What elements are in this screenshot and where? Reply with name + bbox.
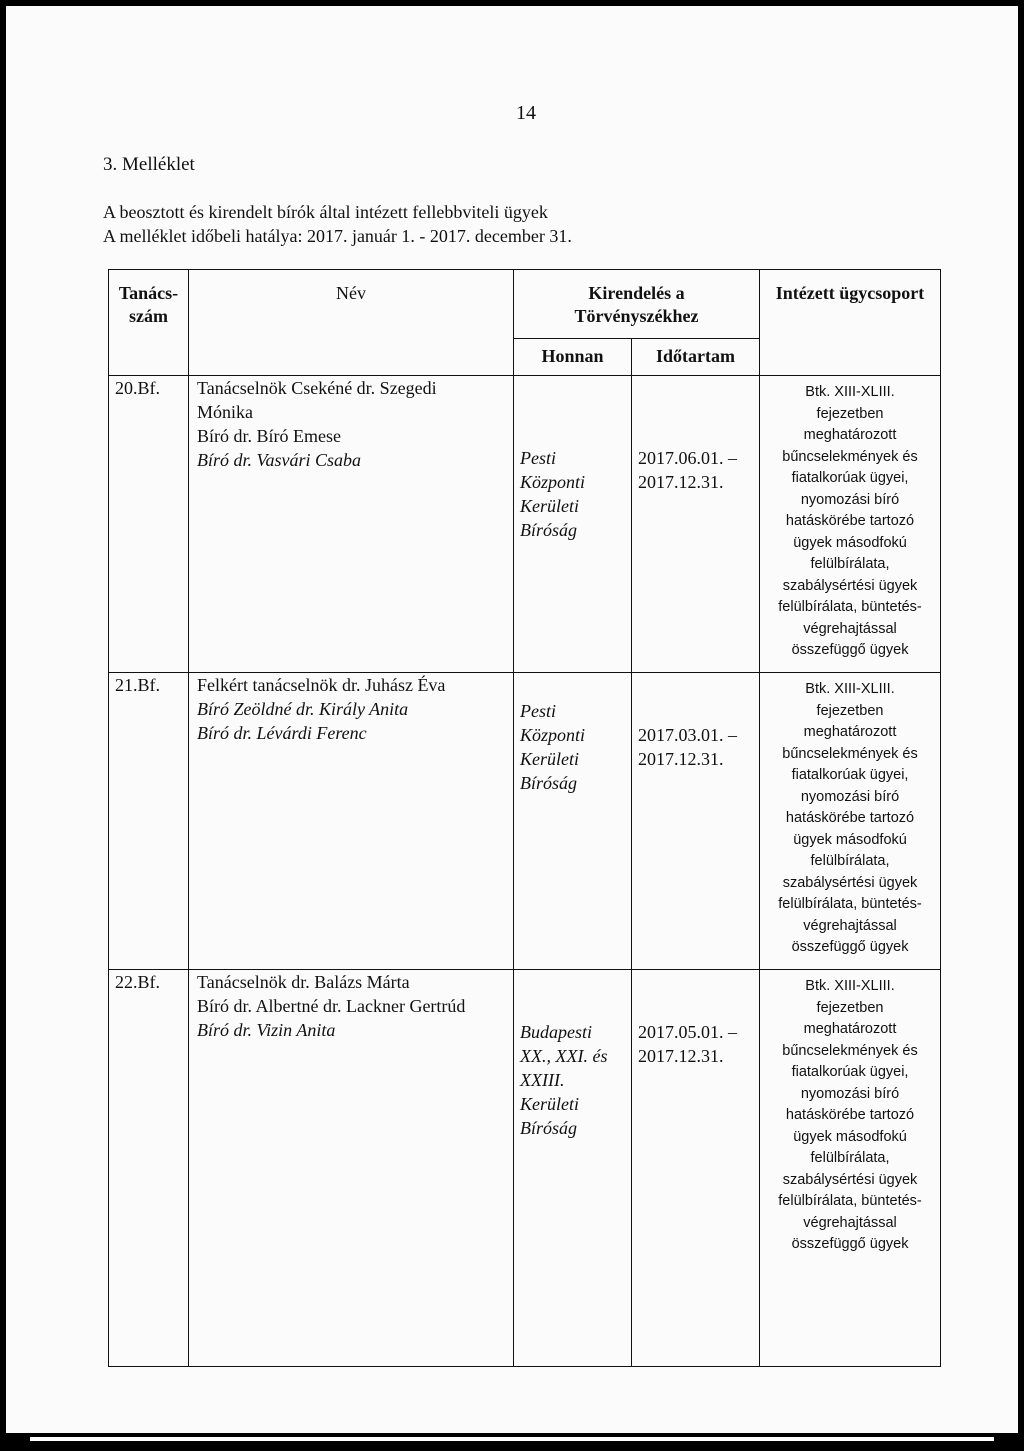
page-number: 14 bbox=[516, 102, 536, 124]
case-line: Btk. XIII-XLIII. bbox=[805, 978, 895, 994]
case-line: fiatalkorúak ügyei, bbox=[791, 1064, 909, 1080]
header-row bbox=[109, 270, 941, 339]
row-from bbox=[514, 970, 632, 1367]
row-from bbox=[514, 673, 632, 970]
from-line: XX., XXI. és bbox=[520, 1046, 608, 1066]
case-line: meghatározott bbox=[803, 724, 897, 740]
case-line: fiatalkorúak ügyei, bbox=[791, 470, 909, 486]
row-duration bbox=[632, 376, 760, 673]
case-line: hatáskörébe tartozó bbox=[785, 513, 915, 529]
case-line: hatáskörébe tartozó bbox=[785, 1107, 915, 1123]
case-line: összefüggő ügyek bbox=[791, 939, 909, 955]
case-line: felülbírálata, bbox=[810, 853, 890, 869]
case-line: bűncselekmények és bbox=[782, 448, 918, 465]
row-case-group bbox=[760, 970, 941, 1367]
name-line: Bíró Zeöldné dr. Király Anita bbox=[197, 699, 409, 719]
header-idotartam: Időtartam bbox=[632, 339, 760, 376]
header-kirendeles-line1: Kirendelés a bbox=[588, 283, 685, 303]
from-line: Központi bbox=[520, 725, 586, 745]
row-case-group bbox=[760, 376, 941, 673]
case-line: végrehajtással bbox=[803, 1214, 897, 1231]
case-line: Btk. XIII-XLIII. bbox=[805, 681, 895, 697]
from-line: Bíróság bbox=[520, 773, 578, 793]
case-line: meghatározott bbox=[803, 427, 897, 443]
duration-line: 2017.05.01. – bbox=[638, 1022, 737, 1042]
header-nev: Név bbox=[189, 270, 514, 376]
name-line: Tanácselnök Csekéné dr. Szegedi bbox=[197, 378, 437, 398]
row-names bbox=[189, 673, 514, 970]
name-line: Bíró dr. Vizin Anita bbox=[197, 1020, 336, 1040]
case-line: fejezetben bbox=[816, 702, 884, 719]
row-number: 20.Bf. bbox=[109, 376, 189, 673]
case-line: felülbírálata, büntetés- bbox=[778, 896, 922, 912]
case-line: ügyek másodfokú bbox=[793, 831, 907, 848]
case-line: ügyek másodfokú bbox=[793, 534, 907, 551]
row-number: 22.Bf. bbox=[109, 970, 189, 1367]
row-names bbox=[189, 376, 514, 673]
header-tanacs-line2: szám bbox=[129, 306, 168, 326]
name-line: Bíró dr. Lévárdi Ferenc bbox=[197, 723, 367, 743]
header-tanacs-line1: Tanács- bbox=[118, 283, 179, 303]
row-duration bbox=[632, 673, 760, 970]
case-line: felülbírálata, büntetés- bbox=[778, 1193, 922, 1209]
header-kirendeles-line2: Törvényszékhez bbox=[574, 306, 699, 326]
from-line: Bíróság bbox=[520, 1118, 578, 1138]
from-line: Bíróság bbox=[520, 520, 578, 540]
case-line: bűncselekmények és bbox=[782, 1042, 918, 1059]
name-line: Mónika bbox=[197, 402, 253, 422]
row-case-group bbox=[760, 673, 941, 970]
header-tanacsszam bbox=[109, 270, 189, 376]
case-line: meghatározott bbox=[803, 1021, 897, 1037]
table-row bbox=[109, 970, 941, 1367]
from-line: Központi bbox=[520, 472, 586, 492]
case-line: felülbírálata, bbox=[810, 556, 890, 572]
header-honnan: Honnan bbox=[514, 339, 632, 376]
case-line: fejezetben bbox=[816, 405, 884, 422]
from-line: XXIII. bbox=[520, 1070, 565, 1090]
case-line: nyomozási bíró bbox=[800, 788, 900, 805]
table-row bbox=[109, 376, 941, 673]
case-line: Btk. XIII-XLIII. bbox=[805, 384, 895, 400]
from-line: Kerületi bbox=[520, 1094, 579, 1114]
heading-line-2: A melléklet időbeli hatálya: 2017. január 1. - 2017. december 31. bbox=[103, 226, 572, 246]
duration-line: 2017.12.31. bbox=[638, 749, 724, 769]
duration-line: 2017.12.31. bbox=[638, 472, 724, 492]
from-line: Kerületi bbox=[520, 749, 579, 769]
header-intezett-ugycsoport: Intézett ügycsoport bbox=[760, 270, 941, 376]
table-row bbox=[109, 673, 941, 970]
case-line: szabálysértési ügyek bbox=[782, 577, 918, 594]
case-line: szabálysértési ügyek bbox=[782, 874, 918, 891]
name-line: Felkért tanácselnök dr. Juhász Éva bbox=[197, 675, 446, 695]
name-line: Bíró dr. Albertné dr. Lackner Gertrúd bbox=[197, 996, 466, 1016]
case-line: hatáskörébe tartozó bbox=[785, 810, 915, 826]
case-line: felülbírálata, bbox=[810, 1150, 890, 1166]
from-line: Pesti bbox=[520, 701, 556, 721]
case-line: végrehajtással bbox=[803, 917, 897, 934]
case-line: összefüggő ügyek bbox=[791, 642, 909, 658]
duration-line: 2017.12.31. bbox=[638, 1046, 724, 1066]
name-line: Bíró dr. Vasvári Csaba bbox=[197, 450, 362, 470]
duration-line: 2017.06.01. – bbox=[638, 448, 737, 468]
row-duration bbox=[632, 970, 760, 1367]
judges-table bbox=[108, 269, 941, 1367]
case-line: fiatalkorúak ügyei, bbox=[791, 767, 909, 783]
from-line: Budapesti bbox=[520, 1022, 592, 1042]
case-line: ügyek másodfokú bbox=[793, 1128, 907, 1145]
case-line: felülbírálata, büntetés- bbox=[778, 599, 922, 615]
case-line: összefüggő ügyek bbox=[791, 1236, 909, 1252]
duration-line: 2017.03.01. – bbox=[638, 725, 737, 745]
case-line: szabálysértési ügyek bbox=[782, 1171, 918, 1188]
from-line: Kerületi bbox=[520, 496, 579, 516]
case-line: bűncselekmények és bbox=[782, 745, 918, 762]
case-line: nyomozási bíró bbox=[800, 491, 900, 508]
name-line: Bíró dr. Bíró Emese bbox=[197, 426, 341, 446]
row-from bbox=[514, 376, 632, 673]
row-number: 21.Bf. bbox=[109, 673, 189, 970]
name-line: Tanácselnök dr. Balázs Márta bbox=[197, 972, 410, 992]
heading-line-1: A beosztott és kirendelt bírók által intézett fellebbviteli ügyek bbox=[103, 202, 548, 222]
case-line: végrehajtással bbox=[803, 620, 897, 637]
document-page bbox=[6, 6, 1018, 1433]
case-line: fejezetben bbox=[816, 999, 884, 1016]
from-line: Pesti bbox=[520, 448, 556, 468]
bottom-rule bbox=[30, 1437, 994, 1441]
annex-title: 3. Melléklet bbox=[103, 154, 195, 175]
row-names bbox=[189, 970, 514, 1367]
header-kirendeles bbox=[514, 270, 760, 339]
case-line: nyomozási bíró bbox=[800, 1085, 900, 1102]
